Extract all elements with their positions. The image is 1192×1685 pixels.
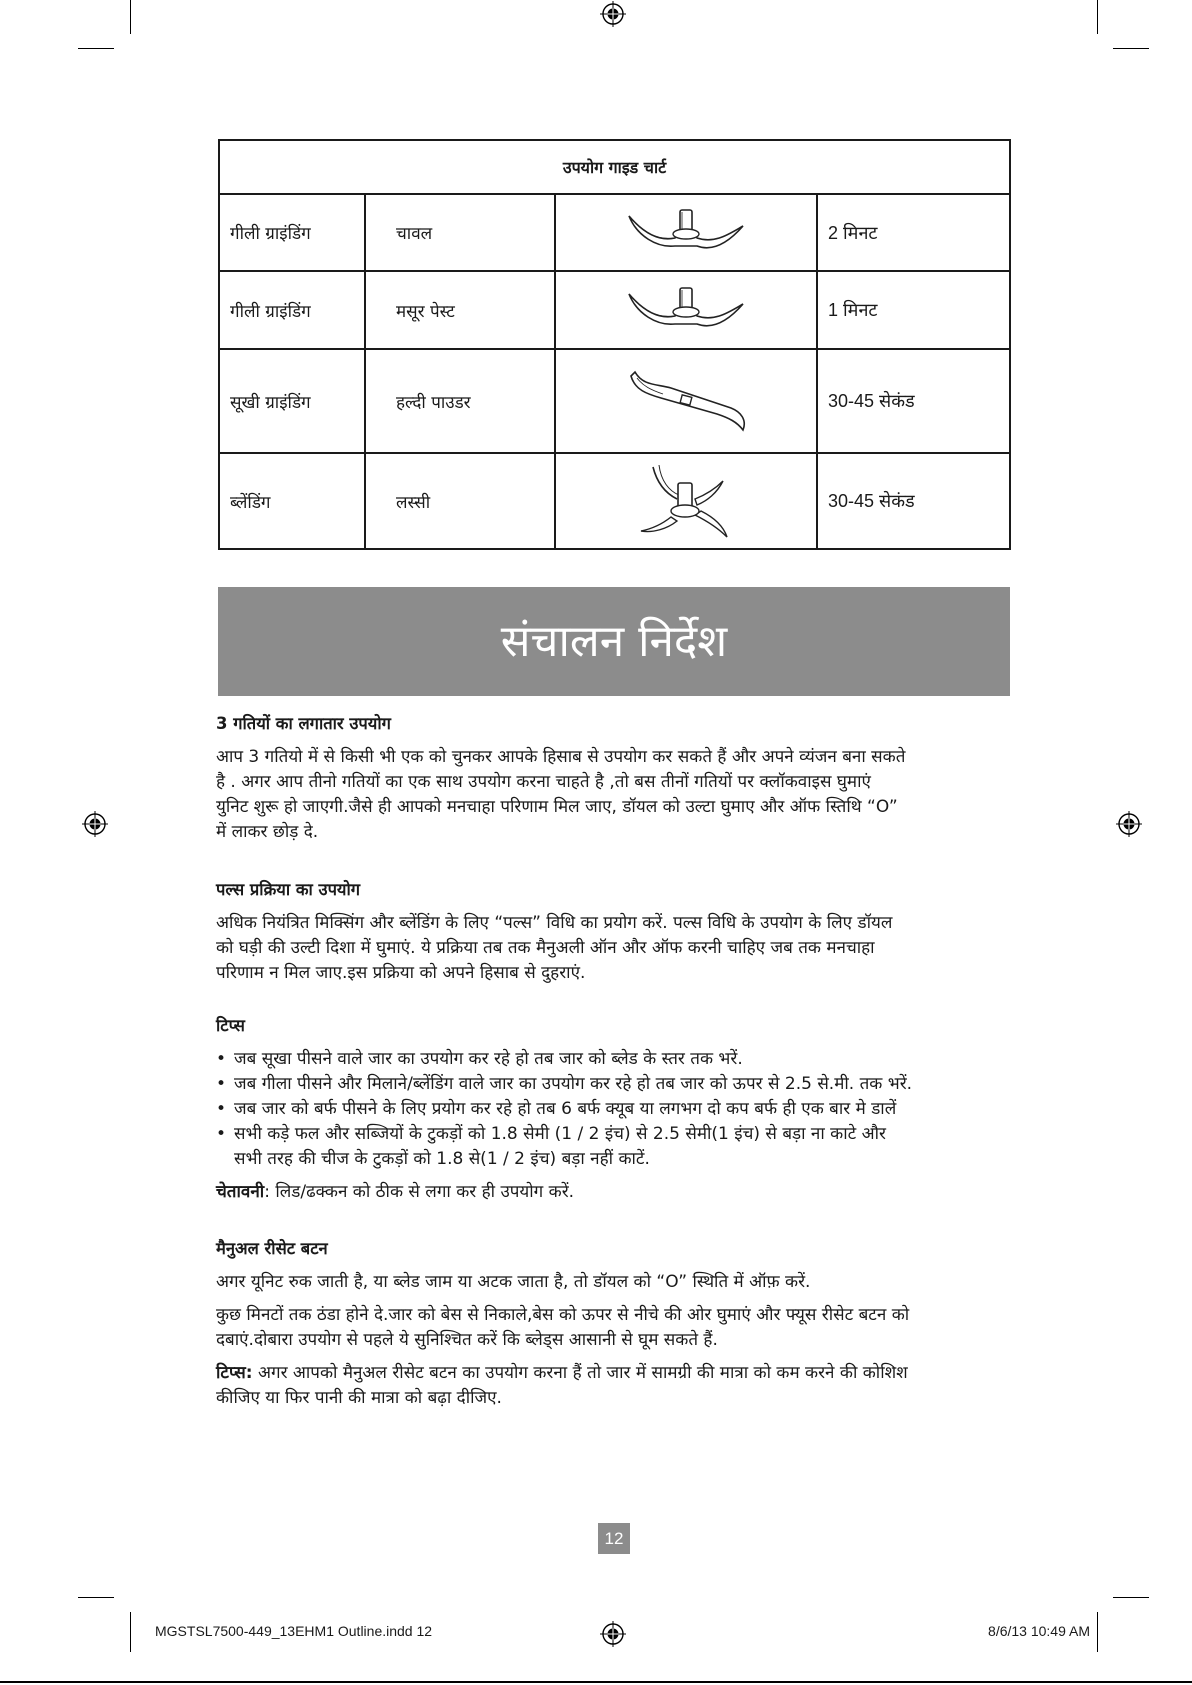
section-banner: संचालन निर्देश — [218, 587, 1010, 696]
food-item-cell: लस्सी — [365, 453, 555, 549]
grinding-mode-cell: गीली ग्राइंडिंग — [219, 271, 365, 349]
duration-cell: 2 मिनट — [817, 194, 1010, 271]
table-row — [219, 349, 1010, 453]
paragraph-line: को घड़ी की उल्टी दिशा में घुमाएं. ये प्रक्रिया तब तक मैनुअली ऑन और ऑफ करनी चाहिए जब तक मनचाहा — [216, 938, 875, 958]
table-row — [219, 453, 1010, 549]
pulse-section — [216, 878, 1016, 986]
paragraph-line: है . अगर आप तीनो गतियों का एक साथ उपयोग करना चाहते है ,तो बस तीनों गतियों पर क्लॉकवाइस घुमाएं — [216, 772, 871, 792]
registration-mark-icon — [82, 811, 108, 837]
footer-timestamp: 8/6/13 10:49 AM — [988, 1623, 1090, 1639]
wet-grinding-blade-icon — [555, 271, 817, 349]
food-item-cell: मसूर पेस्ट — [365, 271, 555, 349]
paragraph-line: दबाएं.दोबारा उपयोग से पहले ये सुनिश्चित करें कि ब्लेड्स आसानी से घूम सकते हैं. — [216, 1330, 718, 1350]
usage-guide-table — [218, 139, 1011, 550]
registration-mark-icon — [1116, 811, 1142, 837]
crop-mark — [78, 1597, 114, 1598]
crop-mark — [1113, 48, 1149, 49]
table-row — [219, 194, 1010, 271]
paragraph-line: अधिक नियंत्रित मिक्सिंग और ब्लेंडिंग के लिए “पल्स” विधि का प्रयोग करें. पल्स विधि के उपयोग के लिए डॉयल — [216, 913, 893, 933]
list-item-continuation: सभी तरह की चीज के टुकड़ों को 1.8 से(1 / 2 इंच) बड़ा नहीं काटें. — [234, 1149, 650, 1169]
paragraph-line: परिणाम न मिल जाए.इस प्रक्रिया को अपने हिसाब से दुहराएं. — [216, 963, 586, 983]
tip-text: अगर आपको मैनुअल रीसेट बटन का उपयोग करना हैं तो जार में सामग्री की मात्रा को कम करने की कोशिश — [252, 1363, 908, 1383]
section-heading: 3 गतियों का लगातार उपयोग — [216, 714, 391, 733]
tip-note — [216, 1361, 1016, 1386]
section-heading: टिप्स — [216, 1016, 245, 1035]
tips-section — [216, 1014, 1016, 1205]
warning-label: चेतावनी — [216, 1182, 265, 1202]
paragraph-line: में लाकर छोड़ दे. — [216, 822, 319, 842]
section-heading: पल्स प्रक्रिया का उपयोग — [216, 880, 361, 899]
duration-cell: 30-45 सेकंड — [817, 453, 1010, 549]
paragraph-line: कुछ मिनटों तक ठंडा होने दे.जार को बेस से निकाले,बेस को ऊपर से नीचे की ओर घुमाएं और फ्यूस रीसेट बटन को — [216, 1305, 910, 1325]
speeds-section — [216, 712, 1016, 845]
blending-blade-icon — [555, 453, 817, 549]
tip-label: टिप्स: — [216, 1363, 253, 1383]
crop-mark — [0, 1681, 1192, 1683]
footer-file-name: MGSTSL7500-449_13EHM1 Outline.indd 12 — [155, 1623, 433, 1639]
warning-note — [216, 1180, 1016, 1205]
grinding-mode-cell: गीली ग्राइंडिंग — [219, 194, 365, 271]
dry-grinding-blade-icon — [555, 349, 817, 453]
crop-mark — [1113, 1597, 1149, 1598]
food-item-cell: चावल — [365, 194, 555, 271]
crop-mark — [78, 48, 114, 49]
crop-mark — [1097, 0, 1098, 34]
crop-mark — [130, 1612, 131, 1652]
paragraph-line: आप 3 गतियो में से किसी भी एक को चुनकर आपके हिसाब से उपयोग कर सकते हैं और अपने व्यंजन बना सकते — [216, 747, 906, 767]
tips-list — [216, 1047, 1016, 1147]
list-item: • जब सूखा पीसने वाले जार का उपयोग कर रहे हो तब जार को ब्लेड के स्तर तक भरें. — [216, 1047, 1016, 1072]
duration-cell: 1 मिनट — [817, 271, 1010, 349]
list-item: • जब गीला पीसने और मिलाने/ब्लेंडिंग वाले जार का उपयोग कर रहे हो तब जार को ऊपर से 2.5 से.मी. तक भरें. — [216, 1072, 1016, 1097]
reset-section — [216, 1237, 1016, 1411]
list-item: • सभी कड़े फल और सब्जियों के टुकड़ों को 1.8 सेमी (1 / 2 इंच) से 2.5 सेमी(1 इंच) से बड़ा ना काटे और — [216, 1122, 1016, 1147]
grinding-mode-cell: सूखी ग्राइंडिंग — [219, 349, 365, 453]
grinding-mode-cell: ब्लेंडिंग — [219, 453, 365, 549]
food-item-cell: हल्दी पाउडर — [365, 349, 555, 453]
warning-text: : लिड/ढक्कन को ठीक से लगा कर ही उपयोग करें. — [264, 1182, 575, 1202]
table-title: उपयोग गाइड चार्ट — [219, 140, 1010, 194]
registration-mark-icon — [600, 1, 626, 27]
crop-mark — [1097, 1612, 1098, 1652]
table-row — [219, 271, 1010, 349]
crop-mark — [130, 0, 131, 34]
paragraph-line: युनिट शुरू हो जाएगी.जैसे ही आपको मनचाहा परिणाम मिल जाए, डॉयल को उल्टा घुमाए और ऑफ स्तिथि “O” — [216, 797, 898, 817]
wet-grinding-blade-icon — [555, 194, 817, 271]
section-heading: मैनुअल रीसेट बटन — [216, 1239, 328, 1258]
paragraph-line: कीजिए या फिर पानी की मात्रा को बढ़ा दीजिए. — [216, 1388, 502, 1408]
paragraph: अगर यूनिट रुक जाती है, या ब्लेड जाम या अटक जाता है, तो डॉयल को “O” स्थिति में ऑफ़ करें. — [216, 1272, 811, 1292]
duration-cell: 30-45 सेकंड — [817, 349, 1010, 453]
list-item: • जब जार को बर्फ पीसने के लिए प्रयोग कर रहे हो तब 6 बर्फ क्यूब या लगभग दो कप बर्फ ही एक बार मे डालें — [216, 1097, 1016, 1122]
registration-mark-icon — [600, 1621, 626, 1647]
page-number: 12 — [598, 1523, 630, 1554]
